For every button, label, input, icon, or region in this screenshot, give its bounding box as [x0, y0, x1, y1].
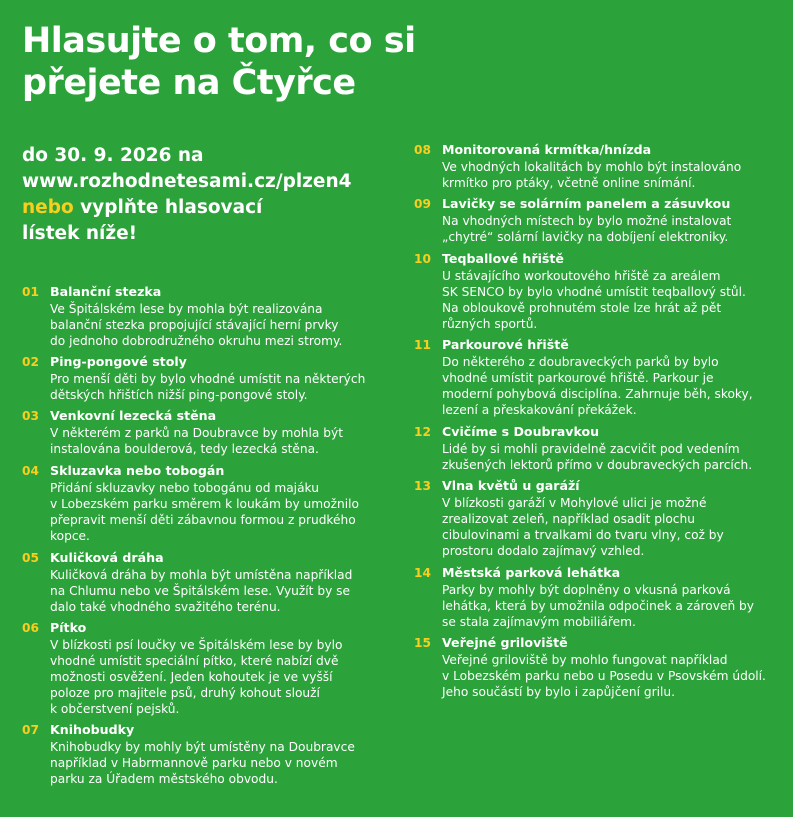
proposal-description: V blízkosti garáží v Mohylové ulici je možné zrealizovat zeleň, například osadit plochu cibulovinami a trvalkami do tvaru vlny, což by prostoru dodalo zajímavý vzhled. [442, 496, 724, 558]
proposal-description: Lidé by si mohli pravidelně zacvičit pod vedením zkušených lektorů přímo v doubraveckých parcích. [442, 442, 753, 472]
proposal-number: 06 [22, 621, 39, 635]
proposal-number: 02 [22, 355, 39, 369]
proposal-number: 08 [414, 143, 431, 157]
proposal-description: V blízkosti psí loučky ve Špitálském lese by bylo vhodné umístit speciální pítko, které nabízí dvě možnosti osvěžení. Jeden kohoutek je ve vyšší poloze pro majitele psů, druhý kohout slouží k občerstvení pejsků. [50, 638, 343, 716]
proposal-item [414, 424, 784, 473]
proposal-name: Venkovní lezecká stěna [50, 408, 217, 423]
proposal-name: Ping-pongové stoly [50, 354, 187, 369]
proposal-item [414, 337, 784, 418]
intro-website: www.rozhodnetesami.cz/plzen4 [22, 171, 352, 192]
proposal-item [22, 463, 382, 544]
proposal-name: Veřejné griloviště [442, 635, 568, 650]
proposal-description: V některém z parků na Doubravce by mohla být instalována boulderová, tedy lezecká stěna. [50, 426, 343, 456]
proposal-name: Lavičky se solárním panelem a zásuvkou [442, 196, 731, 211]
proposal-number: 01 [22, 285, 39, 299]
proposal-number: 03 [22, 409, 39, 423]
proposal-description: Pro menší děti by bylo vhodné umístit na některých dětských hřištích nižší ping-pongové stoly. [50, 372, 366, 402]
proposal-name: Skluzavka nebo tobogán [50, 463, 225, 478]
proposal-number: 11 [414, 338, 431, 352]
proposal-name: Balanční stezka [50, 284, 162, 299]
proposal-item [414, 565, 784, 630]
proposal-name: Knihobudky [50, 722, 135, 737]
proposal-description: Knihobudky by mohly být umístěny na Doubravce například v Habrmannově parku nebo v novém parku za Úřadem městského obvodu. [50, 740, 355, 786]
proposal-number: 09 [414, 197, 431, 211]
proposal-item [414, 251, 784, 332]
proposal-description: Ve Špitálském lese by mohla být realizována balanční stezka propojující stávající herní prvky do jednoho dobrodružného okruhu mezi stromy. [50, 302, 343, 348]
page-title [22, 20, 482, 104]
proposal-description: Kuličková dráha by mohla být umístěna například na Chlumu nebo ve Špitálském lese. Využít by se dalo také vhodného svažitého terénu. [50, 568, 353, 614]
proposal-description: Na vhodných místech by bylo možné instalovat „chytré“ solární lavičky na dobíjení elektroniky. [442, 214, 732, 244]
proposal-description: U stávajícího workoutového hřiště za areálem SK SENCO by bylo vhodné umístit teqballový stůl. Na obloukově prohnutém stole lze hrát až pět různých sportů. [442, 269, 746, 331]
proposal-name: Cvičíme s Doubravkou [442, 424, 600, 439]
proposal-number: 05 [22, 551, 39, 565]
title-line-1: Hlasujte o tom, co si [22, 21, 416, 61]
proposal-description: Parky by mohly být doplněny o vkusná parková lehátka, která by umožnila odpočinek a zároveň by se stala zajímavým mobiliářem. [442, 583, 755, 629]
intro-fill-ballot: vyplňte hlasovací [73, 197, 263, 218]
proposal-name: Městská parková lehátka [442, 565, 621, 580]
proposal-item [22, 550, 382, 615]
proposal-description: Veřejné griloviště by mohlo fungovat například v Lobezském parku nebo u Posedu v Psovském údolí. Jeho součástí by bylo i zapůjčení grilu. [442, 653, 766, 699]
proposal-number: 07 [22, 723, 39, 737]
intro-below: lístek níže! [22, 223, 138, 244]
proposal-item [414, 478, 784, 559]
proposal-item [22, 620, 382, 717]
proposal-name: Monitorovaná krmítka/hnízda [442, 142, 652, 157]
title-line-2: přejete na Čtyřce [22, 63, 356, 103]
intro-highlight: nebo [22, 197, 74, 218]
proposal-number: 12 [414, 425, 431, 439]
proposal-name: Kuličková dráha [50, 550, 164, 565]
proposal-number: 04 [22, 464, 39, 478]
proposal-item [22, 408, 382, 457]
proposal-description: Přidání skluzavky nebo tobogánu od majáku v Lobezském parku směrem k loukám by umožnilo přepravit menší děti zábavnou formou z prudkého kopce. [50, 481, 359, 543]
intro-deadline: do 30. 9. 2026 na [22, 145, 204, 166]
proposal-item [22, 354, 382, 403]
proposal-item [22, 722, 382, 787]
proposal-item [414, 142, 784, 191]
proposal-name: Teqballové hřiště [442, 251, 564, 266]
proposal-number: 15 [414, 636, 431, 650]
proposal-item [414, 635, 784, 700]
proposal-name: Vlna květů u garáží [442, 478, 580, 493]
proposal-name: Pítko [50, 620, 87, 635]
proposal-number: 13 [414, 479, 431, 493]
voting-intro [22, 143, 412, 247]
proposal-description: Ve vhodných lokalitách by mohlo být instalováno krmítko pro ptáky, včetně online snímání. [442, 160, 742, 190]
proposal-item [22, 284, 382, 349]
proposal-number: 14 [414, 566, 431, 580]
proposal-name: Parkourové hřiště [442, 337, 569, 352]
proposal-item [414, 196, 784, 245]
proposal-description: Do některého z doubraveckých parků by bylo vhodné umístit parkourové hřiště. Parkour je moderní pohybová disciplína. Zahrnuje běh, skoky, lezení a přeskakování překážek. [442, 355, 753, 417]
proposal-number: 10 [414, 252, 431, 266]
